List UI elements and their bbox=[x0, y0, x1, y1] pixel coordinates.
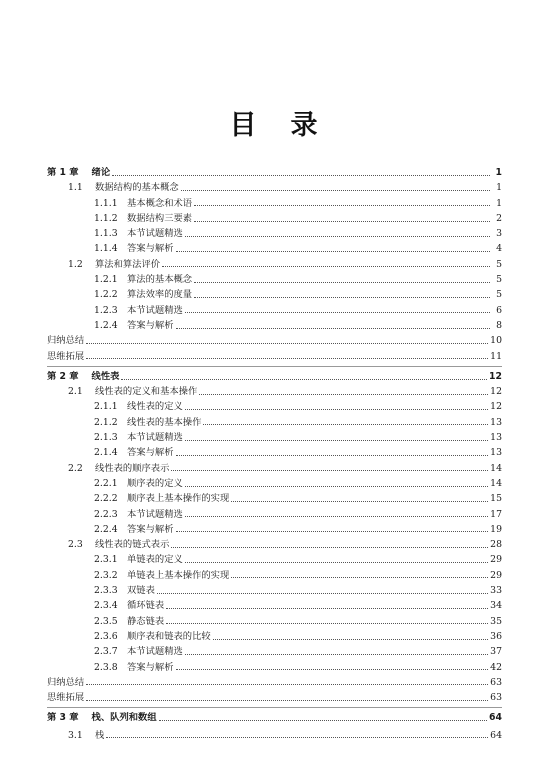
toc-entry-label bbox=[94, 196, 192, 211]
toc-entry-number: 1.2 bbox=[68, 258, 83, 270]
toc-entry-title: 线性表 bbox=[91, 370, 120, 382]
dot-leader bbox=[181, 189, 490, 191]
toc-entry-title: 答案与解析 bbox=[127, 243, 174, 255]
toc-entry-number: 1.1.2 bbox=[94, 212, 118, 224]
toc-entry-label bbox=[68, 537, 169, 552]
toc-entry-title: 静态链表 bbox=[127, 615, 165, 627]
toc-entry-title: 栈 bbox=[95, 729, 105, 741]
toc-entry-sub[interactable] bbox=[47, 598, 502, 613]
toc-entry-title: 线性表的链式表示 bbox=[95, 539, 170, 551]
toc-entry-page: 10 bbox=[490, 335, 502, 347]
toc-entry-page: 28 bbox=[490, 539, 502, 551]
toc-entry-section[interactable] bbox=[47, 384, 502, 399]
toc-entry-label bbox=[94, 491, 229, 506]
toc-entry-sub[interactable] bbox=[47, 430, 502, 445]
toc-entry-number: 1.1.3 bbox=[94, 228, 118, 240]
toc-entry-chapter[interactable] bbox=[47, 165, 502, 180]
toc-entry-number: 2.2.1 bbox=[94, 477, 118, 489]
toc-entry-number: 2.2.2 bbox=[94, 493, 118, 505]
toc-entry-title: 本节试题精选 bbox=[127, 646, 183, 658]
toc-entry-number: 2.3.5 bbox=[94, 615, 118, 627]
toc-entry-page: 2 bbox=[496, 212, 502, 224]
toc-entry-label bbox=[94, 614, 164, 629]
dot-leader bbox=[185, 515, 488, 517]
toc-entry-title: 归纳总结 bbox=[47, 335, 85, 347]
toc-entry-label bbox=[68, 728, 104, 743]
toc-entry-label bbox=[94, 399, 183, 414]
toc-entry-number: 2.1.4 bbox=[94, 447, 118, 459]
toc-entry-section[interactable] bbox=[47, 537, 502, 552]
toc-entry-page: 64 bbox=[490, 729, 502, 741]
toc-entry-number: 2.1 bbox=[68, 386, 83, 398]
toc-entry-chapter[interactable] bbox=[47, 369, 502, 384]
dot-leader bbox=[185, 311, 490, 313]
toc-entry-sub[interactable] bbox=[47, 614, 502, 629]
toc-entry-sub[interactable] bbox=[47, 272, 502, 287]
toc-entry-page: 63 bbox=[490, 692, 502, 704]
toc-entry-title: 思维拓展 bbox=[47, 350, 85, 362]
toc-entry-title: 顺序表的定义 bbox=[127, 477, 183, 489]
dot-leader bbox=[86, 342, 488, 344]
toc-entry-page: 19 bbox=[490, 523, 502, 535]
toc-entry-number: 2.3.8 bbox=[94, 661, 118, 673]
toc-entry-extra[interactable] bbox=[47, 333, 502, 348]
toc-entry-page: 42 bbox=[490, 661, 502, 673]
toc-entry-sub[interactable] bbox=[47, 196, 502, 211]
toc-entry-number: 1.2.2 bbox=[94, 289, 118, 301]
toc-entry-page: 17 bbox=[490, 508, 502, 520]
toc-entry-number: 2.3.6 bbox=[94, 630, 118, 642]
toc-entry-label bbox=[94, 598, 164, 613]
toc-entry-label bbox=[94, 660, 174, 675]
toc-entry-sub[interactable] bbox=[47, 552, 502, 567]
toc-entry-number: 2.1.2 bbox=[94, 416, 118, 428]
toc-entry-number: 2.1.3 bbox=[94, 432, 118, 444]
toc-entry-label bbox=[94, 430, 183, 445]
toc-entry-sub[interactable] bbox=[47, 660, 502, 675]
toc-entry-page: 1 bbox=[496, 182, 502, 194]
dot-leader bbox=[176, 250, 491, 252]
toc-entry-label bbox=[94, 287, 192, 302]
toc-entry-title: 单链表上基本操作的实现 bbox=[127, 569, 230, 581]
toc-entry-sub[interactable] bbox=[47, 644, 502, 659]
toc-entry-label bbox=[94, 629, 211, 644]
dot-leader bbox=[112, 174, 490, 176]
toc-entry-label bbox=[47, 349, 84, 364]
toc-entry-sub[interactable] bbox=[47, 568, 502, 583]
toc-entry-section[interactable] bbox=[47, 461, 502, 476]
toc-entry-page: 14 bbox=[490, 477, 502, 489]
toc-entry-number: 2.3.2 bbox=[94, 569, 118, 581]
dot-leader bbox=[185, 439, 488, 441]
toc-entry-label bbox=[94, 241, 174, 256]
toc-entry-extra[interactable] bbox=[47, 675, 502, 690]
dot-leader bbox=[199, 393, 488, 395]
toc-entry-title: 本节试题精选 bbox=[127, 228, 183, 240]
toc-entry-page: 12 bbox=[490, 401, 502, 413]
toc-entry-extra[interactable] bbox=[47, 690, 502, 705]
dot-leader bbox=[231, 576, 488, 578]
toc-entry-page: 15 bbox=[490, 493, 502, 505]
toc-entry-label bbox=[94, 415, 201, 430]
toc-entry-page: 34 bbox=[490, 600, 502, 612]
toc-entry-number: 2.3.4 bbox=[94, 600, 118, 612]
toc-entry-label bbox=[47, 369, 119, 384]
dot-leader bbox=[166, 622, 488, 624]
toc-entry-page: 35 bbox=[490, 615, 502, 627]
toc-entry-sub[interactable] bbox=[47, 318, 502, 333]
toc-entry-label bbox=[47, 710, 157, 725]
dot-leader bbox=[121, 378, 487, 380]
toc-entry-title: 线性表的顺序表示 bbox=[95, 462, 170, 474]
toc-entry-number: 2.1.1 bbox=[94, 401, 118, 413]
dot-leader bbox=[185, 561, 488, 563]
dot-leader bbox=[162, 265, 490, 267]
toc-entry-sub[interactable] bbox=[47, 226, 502, 241]
toc-entry-label bbox=[68, 180, 179, 195]
dot-leader bbox=[176, 327, 491, 329]
dot-leader bbox=[86, 699, 488, 701]
dot-leader bbox=[185, 235, 490, 237]
toc-entry-sub[interactable] bbox=[47, 415, 502, 430]
toc-entry-sub[interactable] bbox=[47, 241, 502, 256]
toc-entry-section[interactable] bbox=[47, 180, 502, 195]
toc-entry-sub[interactable] bbox=[47, 211, 502, 226]
toc-entry-label bbox=[94, 522, 174, 537]
toc-entry-label bbox=[68, 461, 169, 476]
toc-entry-page: 13 bbox=[490, 447, 502, 459]
toc-entry-page: 3 bbox=[496, 228, 502, 240]
toc-entry-number: 2.3.3 bbox=[94, 585, 118, 597]
toc-entry-sub[interactable] bbox=[47, 507, 502, 522]
toc-entry-page: 1 bbox=[495, 167, 502, 178]
chapter-divider bbox=[47, 366, 502, 367]
dot-leader bbox=[194, 281, 490, 283]
toc-entry-page: 12 bbox=[489, 370, 502, 382]
dot-leader bbox=[185, 485, 488, 487]
toc-entry-page: 33 bbox=[490, 585, 502, 597]
toc-entry-extra[interactable] bbox=[47, 349, 502, 364]
toc-entry-title: 答案与解析 bbox=[127, 319, 174, 331]
toc-entry-label bbox=[94, 445, 174, 460]
toc-entry-title: 线性表的定义和基本操作 bbox=[95, 386, 198, 398]
toc-entry-page: 12 bbox=[490, 386, 502, 398]
toc-entry-number: 2.3.1 bbox=[94, 554, 118, 566]
toc-entry-number: 2.2.3 bbox=[94, 508, 118, 520]
toc-entry-sub[interactable] bbox=[47, 287, 502, 302]
toc-entry-page: 37 bbox=[490, 646, 502, 658]
toc-entry-page: 64 bbox=[489, 712, 502, 724]
toc-entry-page: 5 bbox=[496, 274, 502, 286]
toc-entry-title: 线性表的基本操作 bbox=[127, 416, 202, 428]
toc-entry-title: 归纳总结 bbox=[47, 676, 85, 688]
toc-entry-title: 算法的基本概念 bbox=[127, 274, 193, 286]
page-title-char-1: 目 bbox=[229, 110, 257, 141]
toc-entry-page: 13 bbox=[490, 432, 502, 444]
toc-entry-label bbox=[47, 675, 84, 690]
dot-leader bbox=[86, 683, 488, 685]
dot-leader bbox=[176, 668, 489, 670]
toc-entry-title: 循环链表 bbox=[127, 600, 165, 612]
toc-entry-page: 13 bbox=[490, 416, 502, 428]
toc-entry-title: 思维拓展 bbox=[47, 692, 85, 704]
toc-entry-sub[interactable] bbox=[47, 629, 502, 644]
toc-entry-title: 顺序表和链表的比较 bbox=[127, 630, 211, 642]
toc-entry-title: 本节试题精选 bbox=[127, 432, 183, 444]
toc-entry-title: 数据结构的基本概念 bbox=[95, 182, 179, 194]
dot-leader bbox=[171, 546, 488, 548]
toc-entry-sub[interactable] bbox=[47, 303, 502, 318]
toc-entry-title: 算法效率的度量 bbox=[127, 289, 193, 301]
toc-entry-number: 第 3 章 bbox=[47, 712, 79, 724]
toc-entry-sub[interactable] bbox=[47, 476, 502, 491]
toc-entry-sub[interactable] bbox=[47, 522, 502, 537]
toc-entry-number: 第 2 章 bbox=[47, 370, 79, 382]
toc-entry-title: 单链表的定义 bbox=[127, 554, 183, 566]
toc-entry-title: 基本概念和术语 bbox=[127, 197, 193, 209]
toc-entry-label bbox=[94, 644, 183, 659]
toc-entry-label bbox=[94, 476, 183, 491]
dot-leader bbox=[185, 653, 488, 655]
dot-leader bbox=[194, 220, 490, 222]
page-title-char-2: 录 bbox=[290, 110, 318, 141]
toc-entry-label bbox=[94, 303, 183, 318]
toc-entry-sub[interactable] bbox=[47, 445, 502, 460]
toc-entry-number: 3.1 bbox=[68, 729, 83, 741]
dot-leader bbox=[194, 204, 490, 206]
toc-entry-label bbox=[94, 318, 174, 333]
toc-entry-page: 29 bbox=[490, 554, 502, 566]
toc-entry-label bbox=[94, 568, 229, 583]
toc-entry-title: 答案与解析 bbox=[127, 661, 174, 673]
toc-entry-number: 1.2.1 bbox=[94, 274, 118, 286]
toc-entry-page: 8 bbox=[496, 319, 502, 331]
toc-entry-number: 1.1 bbox=[68, 182, 83, 194]
toc-entry-number: 1.2.4 bbox=[94, 319, 118, 331]
table-of-contents bbox=[47, 165, 502, 743]
toc-entry-label bbox=[47, 690, 84, 705]
toc-entry-title: 绪论 bbox=[91, 167, 111, 178]
toc-entry-page: 14 bbox=[490, 462, 502, 474]
toc-entry-page: 1 bbox=[496, 197, 502, 209]
toc-entry-label bbox=[94, 211, 192, 226]
toc-entry-page: 6 bbox=[496, 304, 502, 316]
toc-entry-number: 1.2.3 bbox=[94, 304, 118, 316]
toc-entry-number: 2.2.4 bbox=[94, 523, 118, 535]
toc-entry-number: 1.1.4 bbox=[94, 243, 118, 255]
dot-leader bbox=[213, 638, 488, 640]
dot-leader bbox=[176, 454, 489, 456]
page-title bbox=[0, 103, 547, 142]
dot-leader bbox=[157, 592, 488, 594]
toc-entry-page: 11 bbox=[490, 350, 502, 362]
toc-entry-page: 29 bbox=[490, 569, 502, 581]
toc-entry-title: 本节试题精选 bbox=[127, 508, 183, 520]
chapter-divider bbox=[47, 707, 502, 708]
toc-entry-page: 5 bbox=[496, 289, 502, 301]
dot-leader bbox=[194, 296, 490, 298]
toc-entry-title: 数据结构三要素 bbox=[127, 212, 193, 224]
toc-entry-number: 第 1 章 bbox=[47, 167, 79, 178]
toc-entry-title: 线性表的定义 bbox=[127, 401, 183, 413]
toc-entry-label bbox=[68, 384, 197, 399]
dot-leader bbox=[171, 469, 488, 471]
dot-leader bbox=[176, 530, 489, 532]
toc-entry-sub[interactable] bbox=[47, 583, 502, 598]
toc-entry-sub[interactable] bbox=[47, 399, 502, 414]
dot-leader bbox=[159, 719, 487, 721]
toc-entry-number: 1.1.1 bbox=[94, 197, 118, 209]
toc-entry-label bbox=[47, 165, 110, 180]
toc-entry-label bbox=[68, 257, 160, 272]
toc-entry-section[interactable] bbox=[47, 728, 502, 743]
toc-entry-label bbox=[94, 272, 192, 287]
toc-entry-title: 本节试题精选 bbox=[127, 304, 183, 316]
toc-entry-title: 顺序表上基本操作的实现 bbox=[127, 493, 230, 505]
toc-entry-page: 5 bbox=[496, 258, 502, 270]
dot-leader bbox=[166, 607, 488, 609]
toc-entry-chapter[interactable] bbox=[47, 710, 502, 725]
toc-entry-label bbox=[94, 583, 155, 598]
toc-entry-section[interactable] bbox=[47, 257, 502, 272]
toc-entry-title: 答案与解析 bbox=[127, 523, 174, 535]
dot-leader bbox=[185, 408, 488, 410]
toc-entry-number: 2.3 bbox=[68, 539, 83, 551]
toc-entry-page: 36 bbox=[490, 630, 502, 642]
dot-leader bbox=[106, 736, 488, 738]
toc-entry-label bbox=[94, 226, 183, 241]
toc-entry-label bbox=[47, 333, 84, 348]
toc-entry-number: 2.3.7 bbox=[94, 646, 118, 658]
dot-leader bbox=[86, 357, 488, 359]
toc-entry-page: 63 bbox=[490, 676, 502, 688]
toc-entry-label bbox=[94, 507, 183, 522]
toc-entry-title: 算法和算法评价 bbox=[95, 258, 161, 270]
toc-entry-sub[interactable] bbox=[47, 491, 502, 506]
dot-leader bbox=[231, 500, 488, 502]
toc-entry-label bbox=[94, 552, 183, 567]
toc-entry-title: 双链表 bbox=[127, 585, 155, 597]
toc-entry-number: 2.2 bbox=[68, 462, 83, 474]
toc-entry-title: 答案与解析 bbox=[127, 447, 174, 459]
dot-leader bbox=[203, 423, 488, 425]
toc-entry-page: 4 bbox=[496, 243, 502, 255]
toc-entry-title: 栈、队列和数组 bbox=[91, 712, 157, 724]
